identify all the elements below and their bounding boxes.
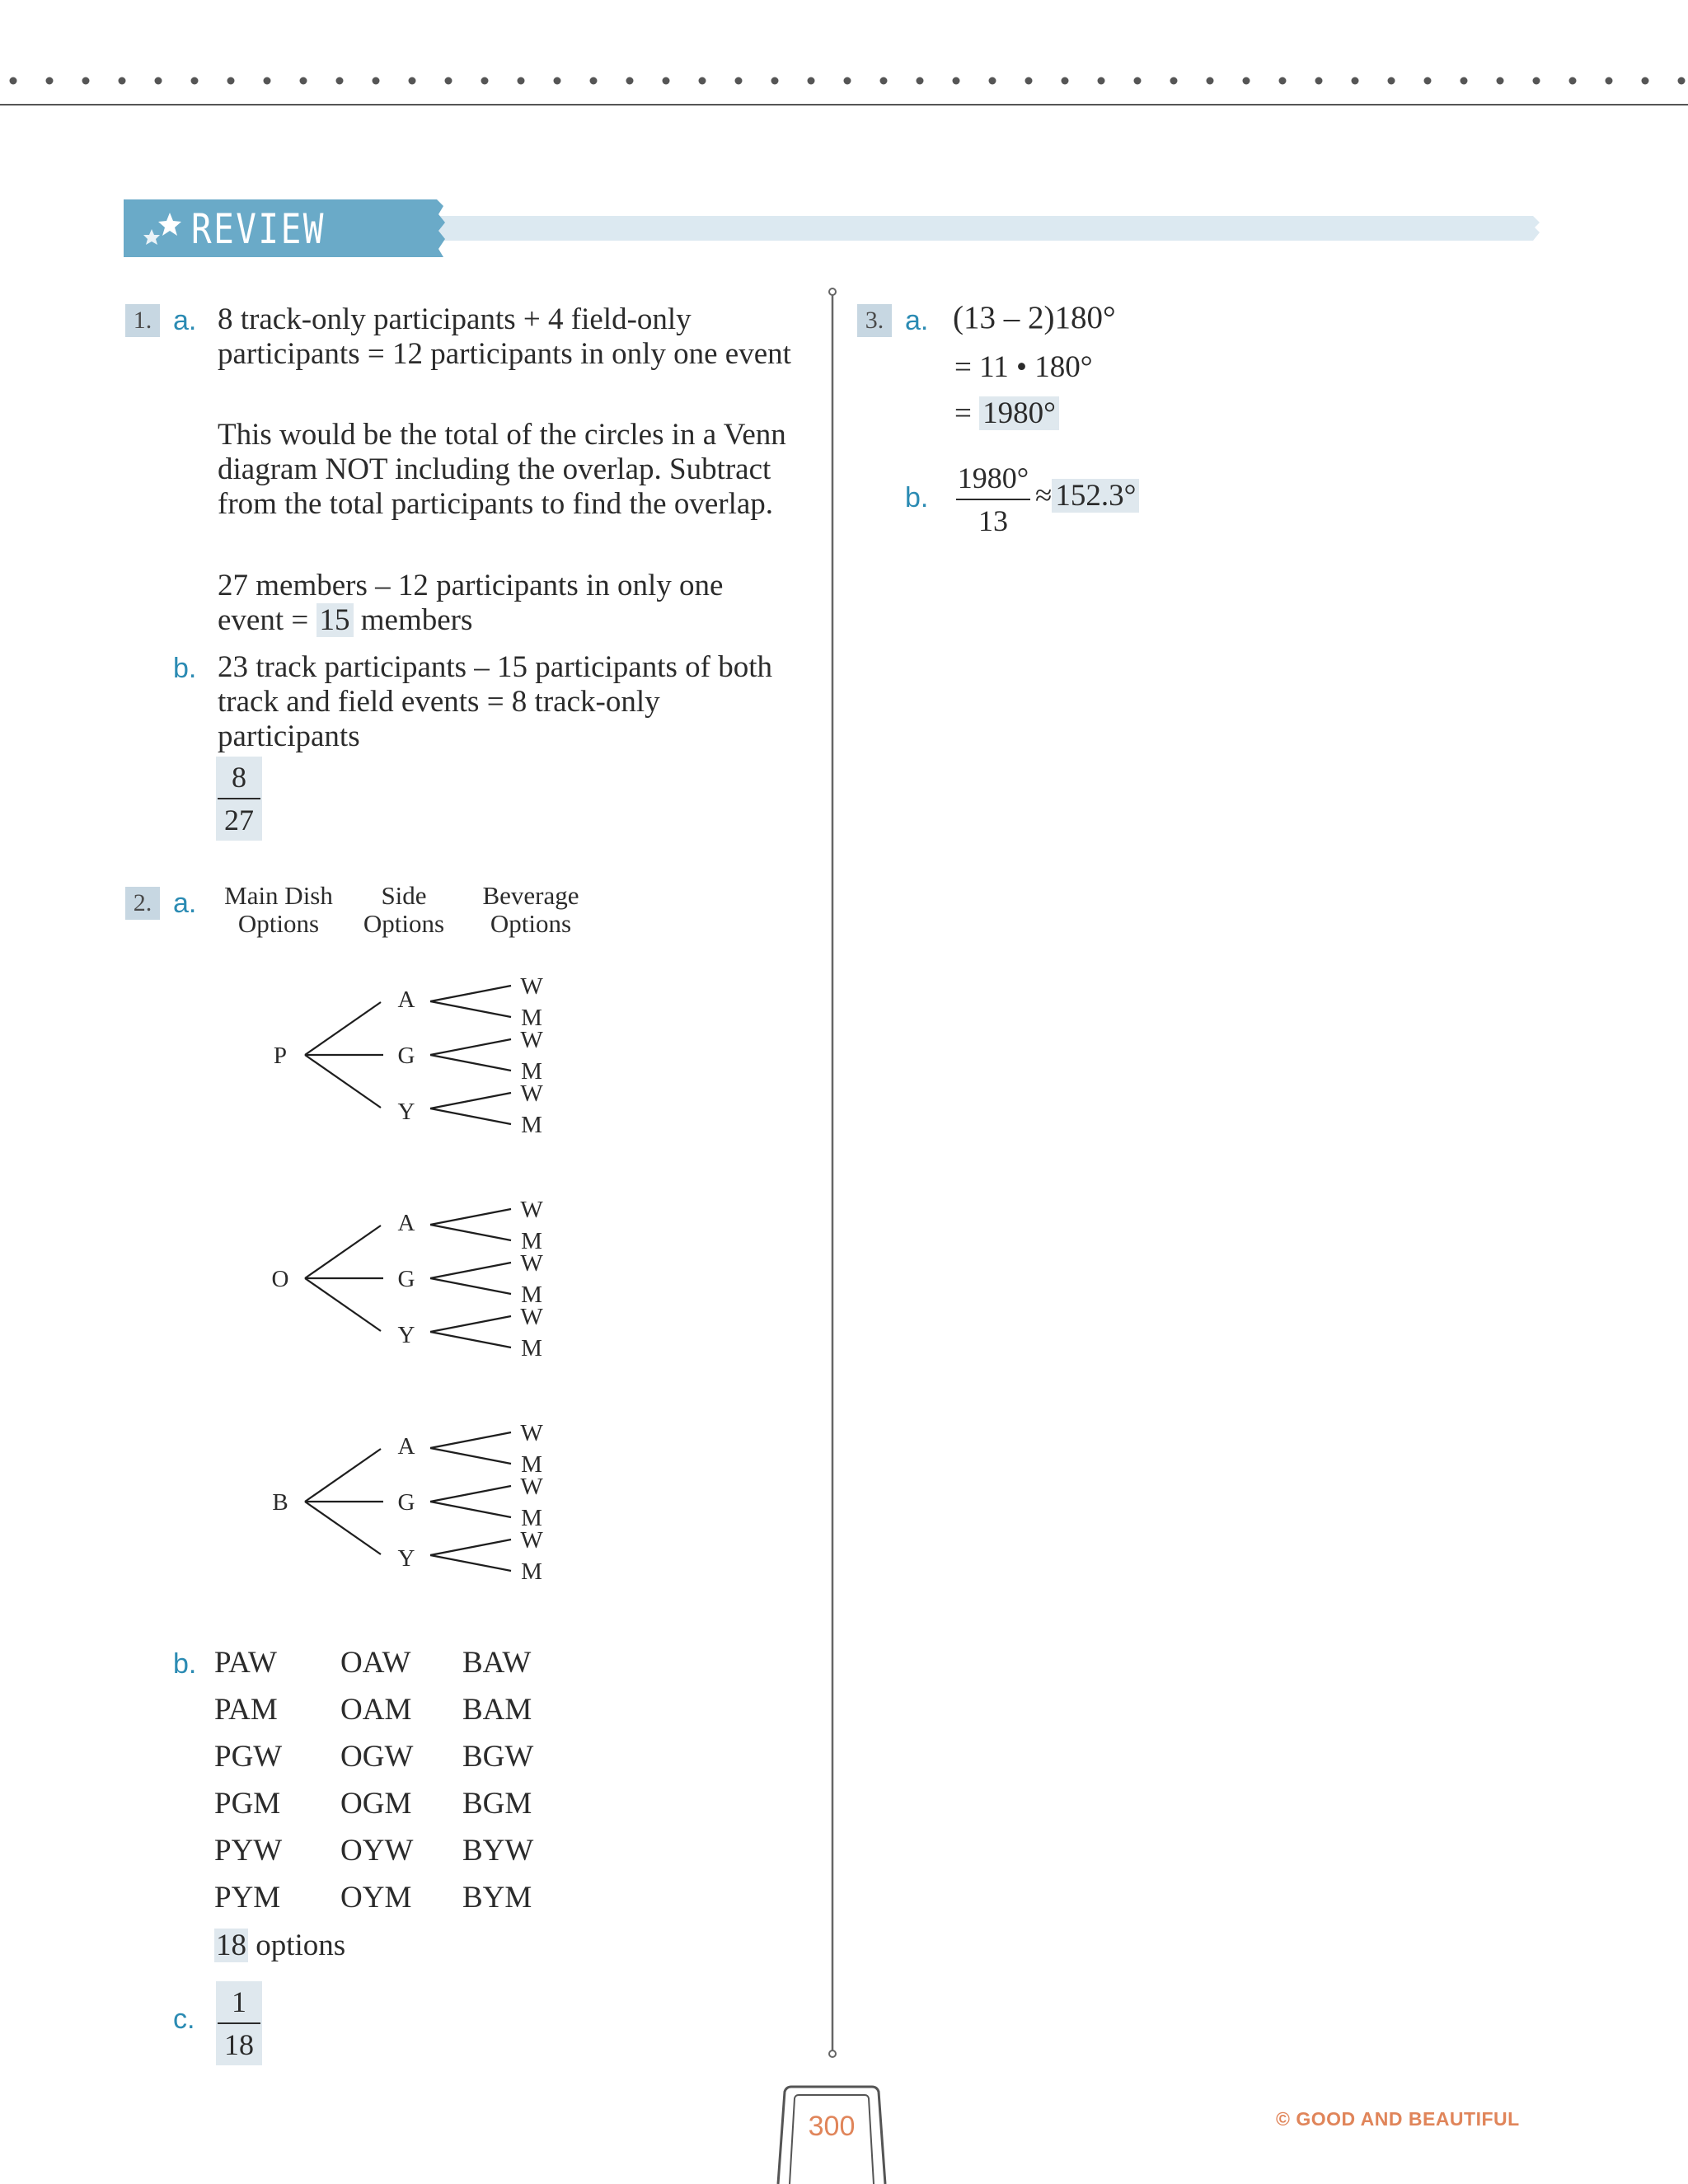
border-dot (119, 77, 126, 85)
border-dot (1388, 77, 1395, 85)
problem-2b-total (214, 1929, 345, 1963)
tree-branch-side-beverage (430, 1502, 511, 1517)
border-dot (663, 77, 670, 85)
tree-branch-main-side (305, 1502, 381, 1554)
tree-beverage-option: M (521, 1058, 542, 1085)
problem-3a-line-2: = 11 • 180° (954, 350, 1093, 384)
tree-beverage-option: W (520, 1420, 543, 1446)
tree-beverage-option: M (521, 1558, 542, 1585)
tree-side-option: A (397, 1433, 415, 1460)
border-dot (1606, 77, 1613, 85)
header-side-1: Side (381, 882, 427, 910)
tree-beverage-option: M (521, 1005, 542, 1031)
border-dot (554, 77, 561, 85)
border-dot (481, 77, 489, 85)
tree-beverage-option: M (521, 1335, 542, 1361)
border-dot (445, 77, 452, 85)
border-dot (1025, 77, 1033, 85)
border-dot (880, 77, 888, 85)
tree-beverage-option: M (521, 1282, 542, 1308)
border-dot (917, 77, 924, 85)
tree-branch-side-beverage (430, 1278, 511, 1294)
outcome-item: BGM (462, 1787, 532, 1821)
border-dot (227, 77, 235, 85)
tree-branch-main-side (305, 1278, 381, 1331)
border-dot (626, 77, 634, 85)
border-dot (953, 77, 960, 85)
tree-branch-side-beverage (430, 1332, 511, 1347)
border-dot (699, 77, 706, 85)
problem-2c-label: c. (173, 2004, 195, 2035)
border-dot (1461, 77, 1468, 85)
tree-branch-side-beverage (430, 1540, 511, 1555)
column-divider (824, 287, 841, 2059)
border-dot (1062, 77, 1069, 85)
outcome-item: OYM (340, 1881, 412, 1915)
border-dot (155, 77, 162, 85)
problem-1a-label: a. (173, 305, 197, 336)
tree-branch-side-beverage (430, 1555, 511, 1571)
outcome-item: BAM (462, 1693, 532, 1727)
tree-branch-main-side (305, 1002, 381, 1055)
outcome-item: PYM (214, 1881, 281, 1915)
tree-beverage-option: M (521, 1228, 542, 1254)
border-dot (1315, 77, 1323, 85)
problem-1b-label: b. (173, 653, 197, 684)
tree-branch-side-beverage (430, 1448, 511, 1464)
border-dot (1569, 77, 1577, 85)
stars-icon (134, 204, 191, 254)
problem-1b-fraction (216, 757, 262, 841)
border-dot (1207, 77, 1214, 85)
border-dot (590, 77, 598, 85)
tree-branch-side-beverage (430, 1486, 511, 1502)
tree-beverage-option: M (521, 1505, 542, 1531)
border-dot (1170, 77, 1178, 85)
tree-side-option: G (397, 1043, 415, 1069)
outcome-item: PAM (214, 1693, 278, 1727)
tree-beverage-option: M (521, 1451, 542, 1478)
border-dot (771, 77, 779, 85)
border-dot (1497, 77, 1504, 85)
tree-branch-side-beverage (430, 1108, 511, 1124)
border-dot (300, 77, 307, 85)
outcome-item: PYW (214, 1834, 283, 1868)
border-dot (735, 77, 743, 85)
problem-2a-label: a. (173, 888, 197, 919)
tree-branch-main-side (305, 1055, 381, 1108)
tree-branch-side-beverage (430, 1209, 511, 1225)
header-side-2: Options (363, 909, 445, 938)
border-dot (191, 77, 199, 85)
problem-3a-line-1: (13 – 2)180° (953, 300, 1116, 335)
problem-3a-label: a. (905, 305, 929, 336)
border-dot (808, 77, 815, 85)
tree-side-option: Y (397, 1545, 415, 1572)
problem-1a-text-2: This would be the total of the circles in a Venn diagram NOT including the overlap. Subtract from the total participants to find the overlap. (218, 418, 786, 521)
problem-1b-text: 23 track participants – 15 participants of both track and field events = 8 track-only participants (218, 650, 773, 753)
problem-1-number: 1. (125, 304, 160, 337)
tree-branch-side-beverage (430, 1001, 511, 1017)
problem-1a-text-3-main: 27 members – 12 participants in only one event = (218, 569, 724, 637)
tree-beverage-option: M (521, 1112, 542, 1138)
border-dot (1279, 77, 1287, 85)
problem-3a-line-3-prefix: = (954, 396, 980, 430)
tree-branch-main-side (305, 1226, 381, 1278)
problem-3b-fraction (954, 457, 1032, 541)
review-banner (124, 198, 1541, 260)
tree-beverage-option: W (520, 1197, 543, 1223)
tree-branch-side-beverage (430, 1055, 511, 1071)
tree-beverage-option: W (520, 1474, 543, 1500)
problem-3-number: 3. (857, 304, 892, 337)
page-number: 300 (808, 2111, 856, 2142)
outcome-item: BGW (462, 1740, 534, 1774)
header-main-dish-2: Options (237, 909, 320, 938)
border-dot (1098, 77, 1105, 85)
outcome-item: PGW (214, 1740, 283, 1774)
problem-2c-fraction (216, 1981, 262, 2065)
border-dot (844, 77, 851, 85)
border-dot (518, 77, 525, 85)
border-dot (1243, 77, 1250, 85)
border-dot (1533, 77, 1540, 85)
problem-2c-denominator: 18 (224, 2028, 254, 2061)
problem-2b-label: b. (173, 1648, 197, 1680)
tree-main-option: O (271, 1266, 289, 1292)
outcome-item: PAW (214, 1646, 277, 1680)
tree-branch-side-beverage (430, 1263, 511, 1278)
approx-symbol: ≈ (1035, 479, 1053, 513)
border-dot (336, 77, 344, 85)
problem-3a-answer: 1980° (979, 396, 1059, 430)
tree-beverage-option: W (520, 1527, 543, 1554)
header-main-dish-1: Main Dish (224, 882, 333, 910)
outcome-item: PGM (214, 1787, 281, 1821)
tree-main-option: B (272, 1489, 288, 1516)
border-dot (1352, 77, 1359, 85)
tree-beverage-option: W (520, 1027, 543, 1053)
outcome-item: OAW (340, 1646, 411, 1680)
tree-branch-side-beverage (430, 1093, 511, 1108)
border-dot (264, 77, 271, 85)
outcome-item: BYW (462, 1834, 534, 1868)
tree-side-option: A (397, 1210, 415, 1236)
problem-2b-answer: 18 (216, 1929, 246, 1962)
tree-branch-side-beverage (430, 1225, 511, 1240)
problem-2b-suffix: options (248, 1929, 346, 1962)
outcome-item: BYM (462, 1881, 532, 1915)
outcome-item: OGM (340, 1787, 412, 1821)
header-beverage-1: Beverage (482, 882, 579, 910)
border-dot (1424, 77, 1432, 85)
problem-3b-answer: 152.3° (1052, 479, 1139, 513)
outcome-item: OYW (340, 1834, 414, 1868)
tree-diagram (206, 882, 618, 1607)
tree-side-option: G (397, 1489, 415, 1516)
outcome-item: OAM (340, 1693, 412, 1727)
tree-branch-side-beverage (430, 1316, 511, 1332)
border-dot (409, 77, 416, 85)
outcome-item: OGW (340, 1740, 414, 1774)
tree-beverage-option: W (520, 1250, 543, 1277)
problem-1a-text-3 (218, 569, 795, 638)
header-beverage-2: Options (490, 909, 572, 938)
tree-branch-side-beverage (430, 986, 511, 1001)
border-dot (82, 77, 90, 85)
top-dotted-border (0, 66, 1688, 115)
tree-branch-main-side (305, 1449, 381, 1502)
problem-1b-numerator: 8 (232, 761, 246, 794)
tree-beverage-option: W (520, 973, 543, 1000)
problem-2c-numerator: 1 (232, 1985, 246, 2018)
tree-main-option: P (273, 1043, 288, 1069)
problem-3b-numerator: 1980° (957, 462, 1029, 494)
outcome-item: BAW (462, 1646, 532, 1680)
problem-1a-text-3-end: members (353, 603, 473, 637)
tree-side-option: Y (397, 1099, 415, 1125)
border-dot (373, 77, 380, 85)
tree-side-option: A (397, 987, 415, 1013)
copyright: © GOOD AND BEAUTIFUL (1276, 2108, 1520, 2130)
review-title: REVIEW (191, 205, 326, 253)
tree-branch-side-beverage (430, 1432, 511, 1448)
border-dot (1678, 77, 1686, 85)
tree-side-option: G (397, 1266, 415, 1292)
tree-side-option: Y (397, 1322, 415, 1348)
problem-1b-denominator: 27 (224, 804, 254, 837)
problem-1a-text-1: 8 track-only participants + 4 field-only participants = 12 participants in only one event (218, 302, 791, 371)
tree-branch-side-beverage (430, 1039, 511, 1055)
problem-3a-line-3 (954, 396, 1059, 432)
border-dot (1134, 77, 1142, 85)
problem-1a-answer: 15 (316, 603, 354, 637)
border-dot (10, 77, 17, 85)
problem-3b-result (1035, 478, 1139, 514)
tree-beverage-option: W (520, 1304, 543, 1330)
problem-3b-label: b. (905, 482, 929, 513)
border-dot (46, 77, 54, 85)
border-dot (989, 77, 996, 85)
border-dot (1642, 77, 1649, 85)
tree-beverage-option: W (520, 1080, 543, 1107)
problem-2-number: 2. (125, 887, 160, 920)
problem-3b-denominator: 13 (978, 504, 1008, 537)
